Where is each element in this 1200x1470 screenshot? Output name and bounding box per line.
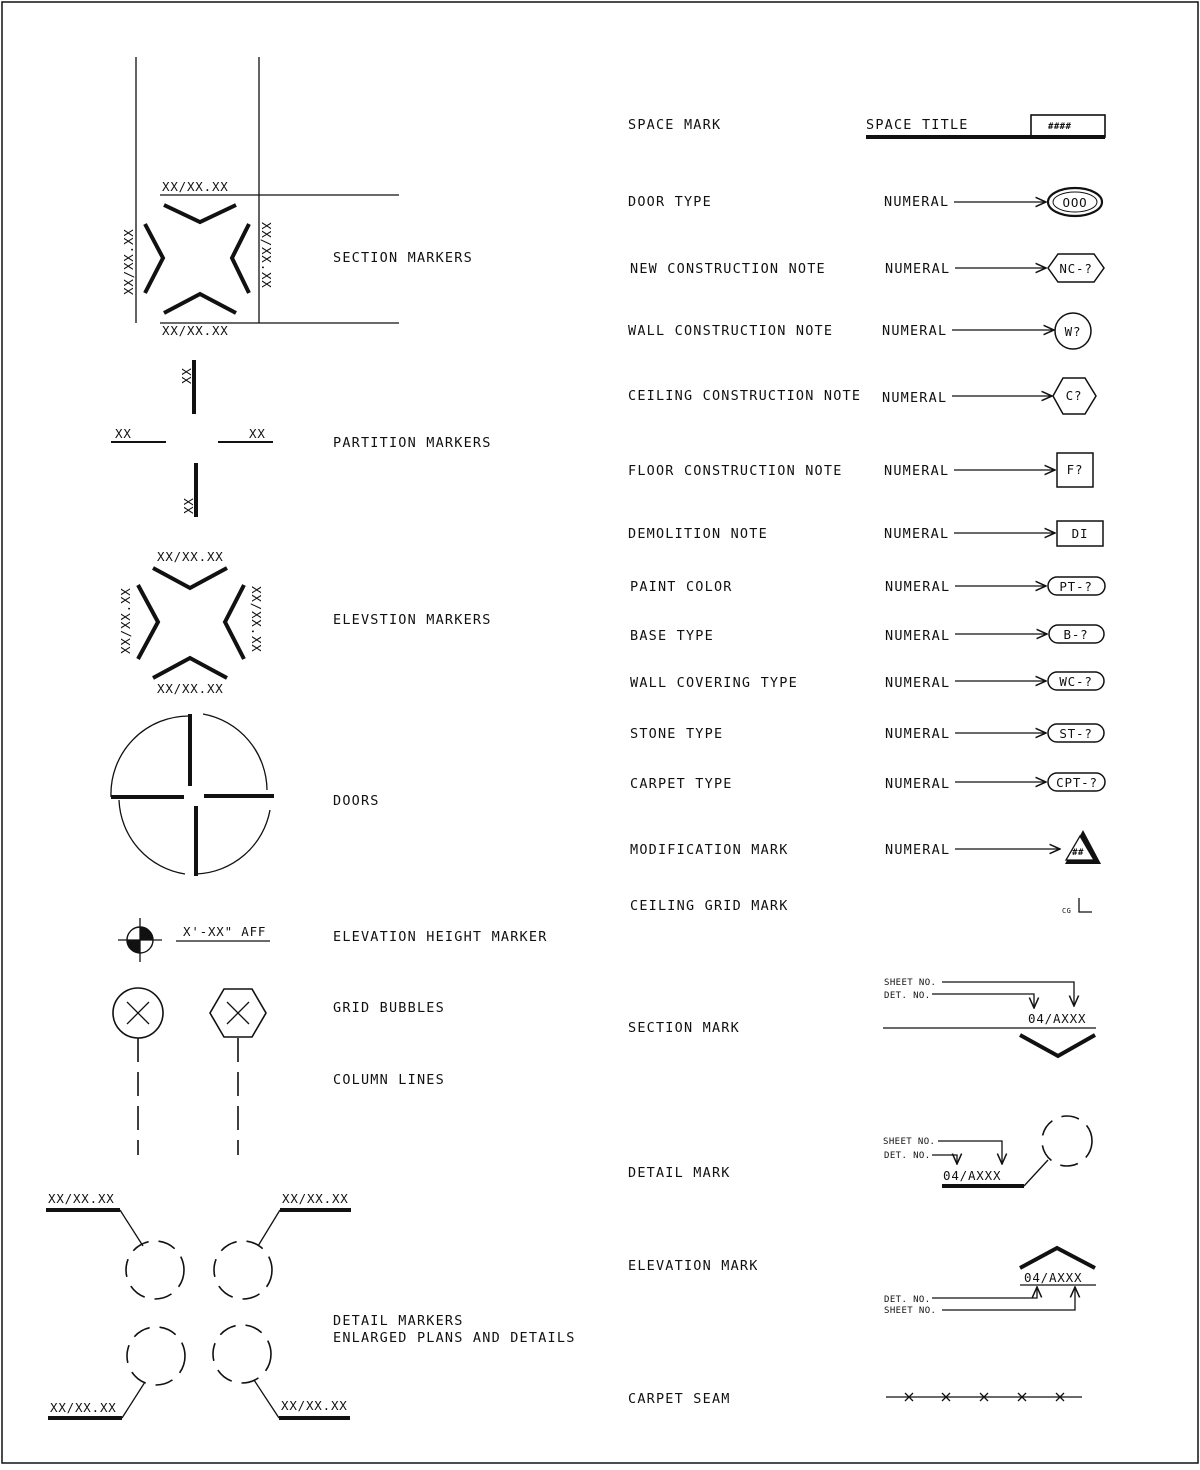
- detail-mark-label: DETAIL MARK: [628, 1165, 731, 1181]
- partition-ref-left: XX: [115, 426, 132, 441]
- elevation-ref-bottom: XX/XX.XX: [157, 681, 224, 696]
- section-mark-ref: 04/AXXX: [1028, 1011, 1087, 1026]
- row-label-modification: MODIFICATION MARK: [630, 842, 789, 858]
- elevation-height-label: ELEVATION HEIGHT MARKER: [333, 929, 548, 945]
- row-label-floor-construction: FLOOR CONSTRUCTION NOTE: [628, 463, 843, 479]
- row-label-base-type: BASE TYPE: [630, 628, 714, 644]
- detail-ref-top-left: XX/XX.XX: [48, 1191, 115, 1206]
- row-value-modification: NUMERAL: [885, 842, 951, 858]
- carpet-seam-symbol: [886, 1393, 1082, 1401]
- row-label-demolition: DEMOLITION NOTE: [628, 526, 768, 542]
- detail-ref-bottom-right: XX/XX.XX: [281, 1398, 348, 1413]
- stone-type-tag: ST-?: [1059, 726, 1093, 741]
- elevation-ref-left: XX/XX.XX: [118, 587, 133, 654]
- grid-bubbles-symbol: [113, 988, 266, 1155]
- row-value-wall-construction: NUMERAL: [882, 323, 948, 339]
- doors-symbol: [111, 714, 274, 876]
- row-value-stone-type: NUMERAL: [885, 726, 951, 742]
- detail-mark-sheet: SHEET NO.: [883, 1137, 936, 1147]
- space-title-text: SPACE TITLE: [866, 117, 969, 133]
- elevation-mark-sheet: SHEET NO.: [884, 1306, 937, 1316]
- row-label-carpet-type: CARPET TYPE: [630, 776, 733, 792]
- section-markers-symbol: [121, 57, 399, 338]
- paint-color-tag: PT-?: [1059, 579, 1093, 594]
- row-value-door-type: NUMERAL: [884, 194, 950, 210]
- ceiling-grid-symbol: [1062, 898, 1092, 915]
- elevation-markers-symbol: [118, 549, 264, 696]
- section-mark-label: SECTION MARK: [628, 1020, 740, 1036]
- row-value-base-type: NUMERAL: [885, 628, 951, 644]
- row-label-door-type: DOOR TYPE: [628, 194, 712, 210]
- row-value-paint-color: NUMERAL: [885, 579, 951, 595]
- elevation-ref-right: XX/XX.XX: [249, 586, 264, 653]
- row-value-new-construction: NUMERAL: [885, 261, 951, 277]
- ceiling-grid-label: CEILING GRID MARK: [630, 898, 789, 914]
- section-ref-right: XX/XX.XX: [259, 222, 274, 289]
- detail-markers-label-1: DETAIL MARKERS: [333, 1313, 464, 1329]
- wall-covering-tag: WC-?: [1059, 674, 1093, 689]
- detail-mark-ref: 04/AXXX: [943, 1168, 1002, 1183]
- elevation-mark-det: DET. NO.: [884, 1295, 931, 1305]
- elevation-mark-symbol: [884, 1248, 1096, 1316]
- modification-tag: ##: [1072, 848, 1084, 858]
- section-ref-bottom: XX/XX.XX: [162, 323, 229, 338]
- ceiling-grid-tag: CG: [1062, 907, 1072, 915]
- partition-markers-label: PARTITION MARKERS: [333, 435, 492, 451]
- carpet-type-tag: CPT-?: [1056, 775, 1098, 790]
- row-label-wall-covering: WALL COVERING TYPE: [630, 675, 798, 691]
- new-construction-tag: NC-?: [1059, 261, 1093, 276]
- row-value-ceiling-construction: NUMERAL: [882, 390, 948, 406]
- row-value-floor-construction: NUMERAL: [884, 463, 950, 479]
- section-mark-det: DET. NO.: [884, 991, 931, 1001]
- doors-label: DOORS: [333, 793, 380, 809]
- aff-text: X'-XX" AFF: [183, 924, 267, 939]
- detail-mark-det: DET. NO.: [884, 1151, 931, 1161]
- detail-markers-symbol: [46, 1191, 351, 1418]
- floor-construction-tag: F?: [1066, 462, 1084, 477]
- elevation-mark-ref: 04/AXXX: [1024, 1270, 1083, 1285]
- demolition-tag: DI: [1071, 526, 1089, 541]
- space-mark-label: SPACE MARK: [628, 117, 722, 133]
- row-label-ceiling-construction: CEILING CONSTRUCTION NOTE: [628, 388, 862, 404]
- detail-ref-top-right: XX/XX.XX: [282, 1191, 349, 1206]
- ceiling-construction-tag: C?: [1065, 388, 1083, 403]
- section-mark-sheet: SHEET NO.: [884, 978, 937, 988]
- modification-tag-shape: [1065, 830, 1101, 864]
- elevation-markers-label: ELEVSTION MARKERS: [333, 612, 492, 628]
- detail-markers-label-2: ENLARGED PLANS AND DETAILS: [333, 1330, 576, 1346]
- door-type-tag: OOO: [1062, 195, 1088, 210]
- carpet-seam-label: CARPET SEAM: [628, 1391, 731, 1407]
- partition-markers-symbol: [111, 360, 273, 517]
- detail-mark-symbol: [883, 1116, 1092, 1186]
- row-value-wall-covering: NUMERAL: [885, 675, 951, 691]
- elevation-ref-top: XX/XX.XX: [157, 549, 224, 564]
- section-ref-left: XX/XX.XX: [121, 228, 136, 295]
- elevation-height-symbol: [118, 918, 270, 962]
- elevation-mark-label: ELEVATION MARK: [628, 1258, 759, 1274]
- row-label-new-construction: NEW CONSTRUCTION NOTE: [630, 261, 826, 277]
- row-label-paint-color: PAINT COLOR: [630, 579, 733, 595]
- wall-construction-tag: W?: [1064, 324, 1082, 339]
- partition-ref-right: XX: [249, 426, 266, 441]
- grid-bubbles-label: GRID BUBBLES: [333, 1000, 445, 1016]
- section-markers-label: SECTION MARKERS: [333, 250, 473, 266]
- space-mark-symbol: [866, 115, 1105, 137]
- row-value-demolition: NUMERAL: [884, 526, 950, 542]
- base-type-tag: B-?: [1063, 627, 1089, 642]
- partition-ref-bottom: XX: [181, 497, 196, 514]
- section-ref-top: XX/XX.XX: [162, 179, 229, 194]
- section-mark-symbol: [883, 978, 1096, 1056]
- row-label-stone-type: STONE TYPE: [630, 726, 724, 742]
- detail-ref-bottom-left: XX/XX.XX: [50, 1400, 117, 1415]
- row-value-carpet-type: NUMERAL: [885, 776, 951, 792]
- row-label-wall-construction: WALL CONSTRUCTION NOTE: [628, 323, 834, 339]
- partition-ref-top: XX: [179, 367, 194, 384]
- space-number-text: ####: [1048, 122, 1072, 132]
- column-lines-label: COLUMN LINES: [333, 1072, 445, 1088]
